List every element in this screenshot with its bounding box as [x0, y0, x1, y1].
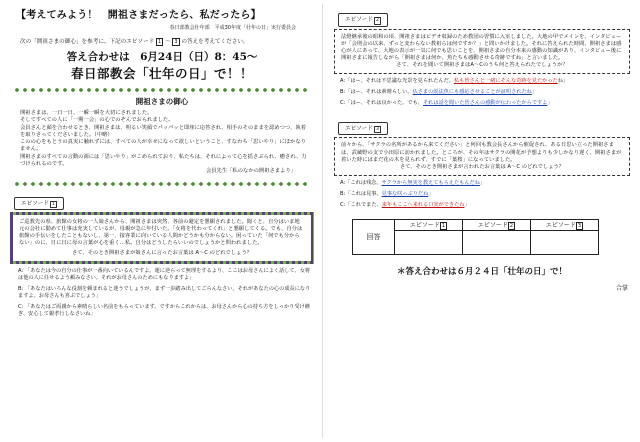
choice-item: [18, 286, 312, 300]
episode-2-box: [334, 29, 630, 74]
answer-header-2: [463, 219, 531, 230]
choice-item: [18, 304, 312, 318]
choice-item: [340, 78, 630, 85]
mind-paragraph: 開祖さまのすべての言動の源には「思いやり」がこめられており、私たちは、それによって心を揺さぶられ、癒され、力づけられるのです。: [20, 153, 307, 168]
choice-key: C:: [340, 99, 346, 106]
choice-text: 「はー、それは不思議な光景を見られたんだ。: [345, 77, 454, 84]
choice-key: A:: [340, 77, 346, 84]
choice-tail: 」: [531, 88, 538, 95]
choice-tail: 」: [428, 190, 434, 197]
choice-text: 「あなたはいろんな役割を頼まれると迷うでしょうが、まず一歩踏み出してごらんなさい。それがあなたの心の成長になりますよ。お母さんも喜ぶでしょう」: [18, 285, 311, 299]
mind-heading: 開祖さまの御心: [135, 97, 189, 106]
choice-text: 「これでまた、: [345, 201, 382, 208]
choice-text: 「これは見事。: [345, 190, 382, 197]
episode-2-num: 2: [375, 18, 379, 23]
choice-text: 「あなたはご両親から素晴らしい名前をもらっています。ですからこれからは、お母さんから心の持ち方をしっかり受け継ぎ、安心して親孝行しなさいね」: [18, 303, 310, 317]
right-column: [330, 6, 634, 292]
organizer-line: 春日部教会壮年部 平成30年度「壮年の日」実行委員会: [169, 25, 296, 31]
episode-1-box: [10, 212, 314, 263]
episode-2-body: 法燈継承後の昭和の頃、開祖さまはビデオ収録のため教団の習慣に入室しました。大地の甲でメインを、インタビューが「会則会の以来、ずっと変わらない教祖らは何ですか？」と問いかけました。それに答えられた時間、開祖さまは感心が人にあって、大地の表示が一気に何でも思いことを、開祖さまの自分本来の感動の知識があり、インタビュー後に開祖さまに報告しながら「開祖さまは何か、魚たちも感動させる奇跡ですね」と言いました。: [341, 33, 622, 61]
choice-answer: 私も皆さんと一緒にそんな奇跡を見たかった: [453, 77, 558, 84]
mind-section: [20, 110, 308, 176]
choice-text: 「はー、それは素晴らしい。: [345, 88, 413, 95]
episode-3-label: エピソード: [345, 125, 373, 132]
choice-answer: 仏さまの説法魚にも感応させることが証明されたね: [412, 88, 532, 95]
mind-paragraph: 会員さんと顔を合わせるとき、開祖さまは、明るい笑顔でパッパッと即座に応答され、相手のそのままを認めつつ、執着を取りさってくださいました。（中略）: [20, 124, 306, 138]
choice-tail: 」: [464, 201, 470, 208]
final-note: ＊答え合わせは６月２４日「壮年の日」で！: [396, 266, 567, 277]
choice-answer: サクラから無実を教えてもらえたもんだね: [381, 179, 480, 186]
choice-item: [340, 191, 630, 198]
answer-header-label: エピソード: [545, 221, 576, 229]
choice-tail: ね」: [557, 77, 569, 84]
answer-header-label: エピソード: [477, 221, 508, 229]
intro-box-3: 3: [174, 39, 178, 45]
mind-paragraph: 開祖さまは、一日一日、一瞬一瞬を大切にされました。: [20, 110, 153, 116]
episode-1-body: ご巡教先の県、旅館の女将の一人娘さんから、開祖さまは突然、各前の避定を懇願されました。聞くと、自分はいま地元の会社に勤めて仕事は充実しているが、母親が急に年付いた。「女将を代わってくれ」と懇願してくる。でも、自分は旅館の手伝いをしたこともないし、第一、接客業に向いている人間かどうかも分からない。困っていた「何でも分からない」のに、日に日に母の言葉が心を重く…私。自分はどうしたらいいのでしょうかと問われました。: [19, 219, 303, 247]
choice-tail: 」: [547, 99, 553, 106]
episode-1-tag-wrap: [14, 190, 318, 211]
episode-2-tag: [338, 13, 388, 27]
choice-item: [340, 202, 630, 209]
choice-text: 「はー、それは良かった。でも、: [345, 99, 423, 106]
choice-answer: 来年もここへ来れる口実ができたね: [381, 201, 465, 208]
answer-header-num: 2: [509, 222, 514, 229]
episode-2-tag-wrap: [338, 6, 634, 27]
episode-2-question: さて、それを聞いて開祖さまはA～Cのうち何と答えられたでしょうか？: [396, 61, 568, 68]
episode-3-tag: [338, 122, 388, 136]
intro-box-1: 1: [158, 39, 162, 45]
closing-signature: 合掌: [615, 284, 628, 292]
answer-header-label: エピソード: [409, 221, 440, 229]
intro-tilde: ～: [165, 39, 171, 45]
choice-key: B:: [18, 285, 24, 292]
episode-2-label: エピソード: [345, 17, 373, 23]
answer-header-row: [353, 219, 599, 230]
answer-header-1: [395, 219, 463, 230]
answer-cell-3[interactable]: [531, 230, 599, 254]
choice-key: C:: [18, 303, 24, 310]
episode-2-choices: [340, 78, 630, 107]
episode-3-num: 3: [375, 126, 379, 132]
answer-header-num: 3: [577, 222, 582, 229]
answer-header-num: 1: [441, 222, 446, 229]
episode-1-tag: [14, 197, 64, 211]
choice-item: [340, 89, 630, 96]
episode-3-question: さて、そのとき開祖さまが言われたお言葉は A～C のどれでしょう？: [399, 163, 565, 170]
episode-1-choices: [18, 268, 312, 318]
choice-key: B:: [340, 88, 346, 95]
choice-text: 「これは残念。: [345, 179, 382, 186]
answer-cell-2[interactable]: [463, 230, 531, 254]
episode-1-num: 1: [51, 201, 55, 207]
choice-tail: 」: [479, 179, 486, 186]
answer-row-label: 回答: [353, 219, 395, 254]
announcement: [6, 49, 318, 82]
choice-item: [18, 268, 312, 282]
episode-1-label: エピソード: [21, 200, 49, 207]
answer-cell-1[interactable]: [395, 230, 463, 254]
vine-divider-bottom: [14, 181, 310, 187]
choice-text: 「あなたは今の自分の仕事が一番向いているんですよ。運に逆らって無理をするより、ここはお母さんによく話して、女将は他の人に任せるよう頼みなさい。それがお母さんのためにもなりますよ」: [18, 267, 311, 281]
choice-item: [340, 180, 630, 187]
mind-paragraph: このの心をもとうの真実に触れずには、すべての人が幸せになって欲しいということ、すなわち「思いやり」にほかなりません。: [20, 139, 306, 153]
left-column: [6, 6, 318, 318]
intro-text-b: の答えを考えてください。: [181, 39, 249, 45]
choice-key: C:: [340, 201, 346, 208]
episode-3-box: [334, 137, 630, 175]
announce-date: 答え合わせは 6月24日（日）8：45～: [66, 51, 258, 63]
choice-answer: それは話を聞いた皆さんの感動が伝わったからですよ: [422, 99, 548, 106]
answer-table: [352, 219, 599, 255]
announce-event: 春日部教会「壮年の日」で！！: [70, 66, 253, 81]
choice-key: B:: [340, 190, 346, 197]
episode-1-question: さて、そのとき開祖さまが娘さんに言ったお言葉は A～C のどれでしょう？: [71, 249, 253, 256]
choice-key: A:: [340, 179, 346, 186]
vine-divider-top: [14, 87, 310, 93]
column-divider: [322, 4, 323, 438]
choice-item: [340, 100, 630, 107]
mind-paragraph: そしてすべての人に「一期一会」の心でのぞんでおられました。: [20, 117, 174, 124]
mind-signature: 会員先生「私のなかの開祖さまより」: [205, 168, 296, 175]
episode-3-tag-wrap: [338, 115, 634, 136]
episode-3-body: 前々から、「サクラの名所があるから来てください」と何回も教会長さんから催促され、ある日思い立った開祖さまは、武蔵野の支で小田原に訪かれました。ところが、その年はサクラの開花が予想よりも少しかなり遅く、開祖さまが着いた時にはまだ花の木を見られず、すでに「葉桜」になっていました。: [341, 142, 622, 163]
intro-text-a: 次の「開祖さまの御心」を参考に、下記のエピソード: [20, 39, 155, 45]
choice-key: A:: [18, 267, 24, 274]
episode-3-choices: [340, 180, 630, 209]
page-title: 【考えてみよう！ 開祖さまだったら、私だったら】: [16, 10, 261, 21]
intro-instruction: [20, 37, 318, 46]
choice-answer: 見事な咲っぷりだね: [381, 190, 429, 197]
answer-header-3: [531, 219, 599, 230]
